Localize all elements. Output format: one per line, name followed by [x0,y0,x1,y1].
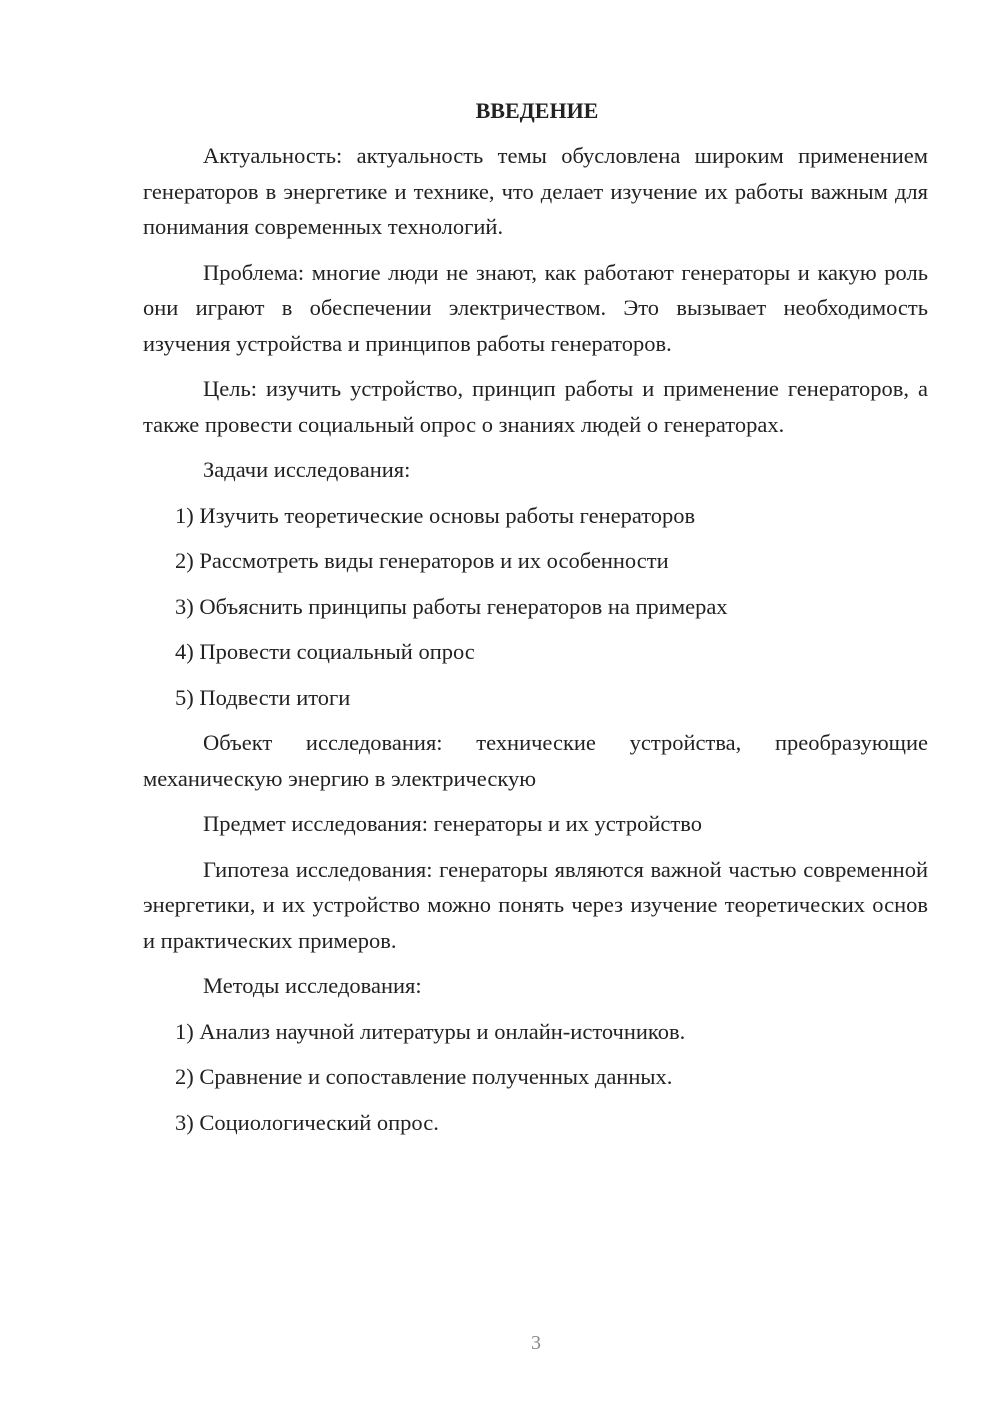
method-item: 2) Сравнение и сопоставление полученных данных. [175,1064,673,1089]
task-item: 4) Провести социальный опрос [175,639,475,664]
task-item: 3) Объяснить принципы работы генераторов на примерах [175,593,728,619]
goal-paragraph: Цель: изучить устройство, принцип работы и применение генераторов, а также провести социальный опрос о знаниях людей о генераторах. [143,376,928,437]
object-paragraph: Объект исследования: технические устройства, преобразующие механическую энергию в электрическую [143,730,928,791]
subject-paragraph: Предмет исследования: генераторы и их устройство [203,811,702,836]
method-item: 3) Социологический опрос. [175,1109,439,1135]
problem-paragraph: Проблема: многие люди не знают, как работают генераторы и какую роль они играют в обеспечении электричеством. Это вызывает необходимость изучения устройства и принципов работы генераторов. [143,259,928,356]
methods-list [143,1014,928,1141]
task-item: 5) Подвести итоги [175,684,351,710]
task-item: 2) Рассмотреть виды генераторов и их особенности [175,548,669,573]
method-item: 1) Анализ научной литературы и онлайн-источников. [175,1018,686,1044]
tasks-intro: Задачи исследования: [203,457,411,482]
tasks-list [143,498,928,716]
page-number: 3 [531,1332,541,1354]
task-item: 1) Изучить теоретические основы работы генераторов [175,502,696,528]
page-content [143,94,928,1140]
relevance-paragraph: Актуальность: актуальность темы обусловлена широким применением генераторов в энергетике и технике, что делает изучение их работы важным для понимания современных технологий. [143,143,928,239]
methods-intro: Методы исследования: [203,973,422,998]
section-heading: ВВЕДЕНИЕ [475,98,599,123]
hypothesis-paragraph: Гипотеза исследования: генераторы являются важной частью современной энергетики, и их устройство можно понять через изучение теоретических основ и практических примеров. [143,856,928,953]
